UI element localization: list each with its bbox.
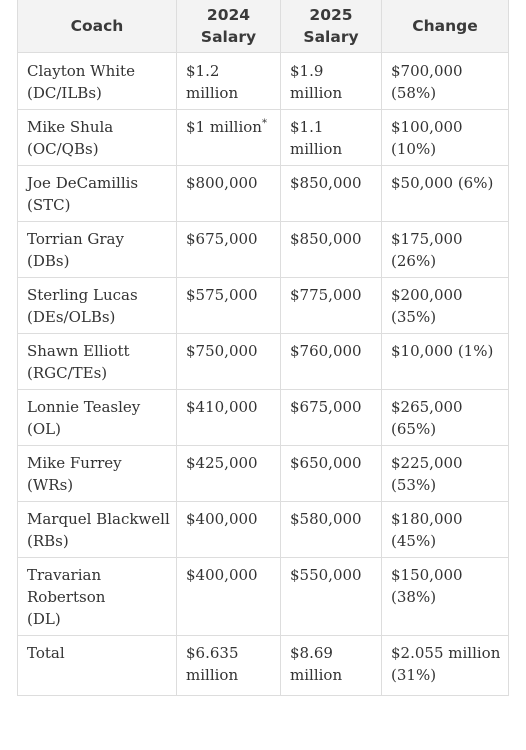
header-change <box>382 0 509 53</box>
table-row <box>18 222 509 278</box>
salary-2024-value: $575,000 <box>186 286 258 304</box>
header-row <box>18 0 509 53</box>
change-amount: $200,000 <box>391 286 463 304</box>
coach-name: Shawn Elliott <box>27 342 130 360</box>
coach-name: Lonnie Teasley <box>27 398 141 416</box>
table-row <box>18 166 509 222</box>
coach-cell <box>18 222 177 278</box>
salary-2024-cell <box>177 390 281 446</box>
salary-2024-value: $400,000 <box>186 510 258 528</box>
table-row <box>18 278 509 334</box>
change-percent: (45%) <box>391 532 437 550</box>
change-amount: $225,000 <box>391 454 463 472</box>
salary-2025-value: $580,000 <box>290 510 362 528</box>
coach-role: (RBs) <box>27 532 69 550</box>
change-percent: (58%) <box>391 84 437 102</box>
salary-2025-value: $675,000 <box>290 398 362 416</box>
coach-role: (OL) <box>27 420 61 438</box>
change-percent: (53%) <box>391 476 437 494</box>
salary-2024-cell <box>177 166 281 222</box>
total-label-cell <box>18 636 177 696</box>
salary-2025-cell <box>281 446 382 502</box>
total-2024-value: $6.635 million <box>186 644 239 684</box>
change-cell <box>382 53 509 110</box>
coach-role: (OC/QBs) <box>27 140 99 158</box>
coach-role: (RGC/TEs) <box>27 364 108 382</box>
coach-name: Torrian Gray <box>27 230 124 248</box>
change-amount: $10,000 <box>391 342 454 360</box>
table-row <box>18 53 509 110</box>
salary-2025-cell <box>281 558 382 636</box>
table-body <box>18 53 509 696</box>
header-2025-label: Salary <box>303 28 359 46</box>
change-percent: (35%) <box>391 308 437 326</box>
change-cell <box>382 166 509 222</box>
change-cell <box>382 110 509 166</box>
change-percent: (1%) <box>457 342 494 360</box>
total-2025-cell <box>281 636 382 696</box>
change-amount: $700,000 <box>391 62 463 80</box>
salary-2024-value: $1 million <box>186 118 262 136</box>
salary-2025-value: $850,000 <box>290 174 362 192</box>
coach-name: Travarian Robertson <box>27 566 106 606</box>
change-percent: (65%) <box>391 420 437 438</box>
salary-2025-cell <box>281 53 382 110</box>
salary-2025-cell <box>281 222 382 278</box>
change-cell <box>382 558 509 636</box>
change-cell <box>382 222 509 278</box>
coach-name: Mike Furrey <box>27 454 122 472</box>
coach-cell <box>18 53 177 110</box>
coach-name: Clayton White <box>27 62 135 80</box>
table-row <box>18 334 509 390</box>
salary-2025-value: $850,000 <box>290 230 362 248</box>
coach-role: (DEs/OLBs) <box>27 308 116 326</box>
change-amount: $180,000 <box>391 510 463 528</box>
header-2024-label: Salary <box>200 28 257 46</box>
salary-2024-cell <box>177 446 281 502</box>
salary-2024-cell <box>177 110 281 166</box>
salary-2024-cell <box>177 334 281 390</box>
change-cell <box>382 334 509 390</box>
salary-2024-value: $750,000 <box>186 342 258 360</box>
change-amount: $150,000 <box>391 566 463 584</box>
header-2024-year: 2024 <box>206 6 251 24</box>
salary-2025-cell <box>281 334 382 390</box>
coach-cell <box>18 278 177 334</box>
total-label: Total <box>27 644 65 662</box>
salary-2024-value: $400,000 <box>186 566 258 584</box>
salary-2024-cell <box>177 53 281 110</box>
header-2025-year: 2025 <box>309 6 353 24</box>
coach-role: (DBs) <box>27 252 70 270</box>
coach-cell <box>18 390 177 446</box>
coach-name: Joe DeCamillis <box>27 174 139 192</box>
coach-cell <box>18 502 177 558</box>
change-cell <box>382 446 509 502</box>
salary-2024-value: $410,000 <box>186 398 258 416</box>
table-row <box>18 390 509 446</box>
header-2024-salary <box>177 0 281 53</box>
total-2024-cell <box>177 636 281 696</box>
salary-2024-value: $425,000 <box>186 454 258 472</box>
salary-2025-cell <box>281 278 382 334</box>
table-row <box>18 558 509 636</box>
coach-cell <box>18 334 177 390</box>
change-percent: (38%) <box>391 588 437 606</box>
total-row <box>18 636 509 696</box>
coach-cell <box>18 166 177 222</box>
total-change-amount: $2.055 million <box>391 644 501 662</box>
salary-2024-value: $1.2 million <box>186 62 239 102</box>
change-percent: (26%) <box>391 252 437 270</box>
change-percent: (10%) <box>391 140 437 158</box>
change-amount: $175,000 <box>391 230 463 248</box>
total-change-cell <box>382 636 509 696</box>
salary-2025-cell <box>281 390 382 446</box>
coach-role: (DL) <box>27 610 61 628</box>
coach-cell <box>18 558 177 636</box>
coach-cell <box>18 446 177 502</box>
salary-2025-value: $650,000 <box>290 454 362 472</box>
salary-2025-value: $760,000 <box>290 342 362 360</box>
change-amount: $265,000 <box>391 398 463 416</box>
salary-2024-cell <box>177 558 281 636</box>
coach-name: Sterling Lucas <box>27 286 138 304</box>
salary-2025-cell <box>281 110 382 166</box>
total-2025-value: $8.69 million <box>290 644 343 684</box>
table-header <box>18 0 509 53</box>
coach-role: (DC/ILBs) <box>27 84 102 102</box>
coach-role: (STC) <box>27 196 71 214</box>
salary-2025-cell <box>281 166 382 222</box>
header-2025-salary <box>281 0 382 53</box>
coach-salary-table <box>17 0 509 696</box>
salary-2025-value: $1.1 million <box>290 118 343 158</box>
coach-role: (WRs) <box>27 476 74 494</box>
salary-2025-cell <box>281 502 382 558</box>
salary-2024-cell <box>177 502 281 558</box>
header-change-label: Change <box>412 17 478 35</box>
salary-2025-value: $550,000 <box>290 566 362 584</box>
coach-name: Marquel Blackwell <box>27 510 170 528</box>
salary-2025-value: $1.9 million <box>290 62 343 102</box>
footnote-asterisk: * <box>261 118 267 129</box>
change-amount: $50,000 <box>391 174 454 192</box>
header-coach-label: Coach <box>70 17 124 35</box>
salary-2024-value: $800,000 <box>186 174 258 192</box>
table-row <box>18 110 509 166</box>
change-percent: (6%) <box>457 174 494 192</box>
change-cell <box>382 390 509 446</box>
change-amount: $100,000 <box>391 118 463 136</box>
change-cell <box>382 502 509 558</box>
coach-cell <box>18 110 177 166</box>
salary-2024-cell <box>177 278 281 334</box>
change-cell <box>382 278 509 334</box>
salary-2024-cell <box>177 222 281 278</box>
table-row <box>18 446 509 502</box>
header-coach <box>18 0 177 53</box>
table-row <box>18 502 509 558</box>
salary-2025-value: $775,000 <box>290 286 362 304</box>
salary-2024-value: $675,000 <box>186 230 258 248</box>
total-change-percent: (31%) <box>391 666 437 684</box>
coach-name: Mike Shula <box>27 118 114 136</box>
